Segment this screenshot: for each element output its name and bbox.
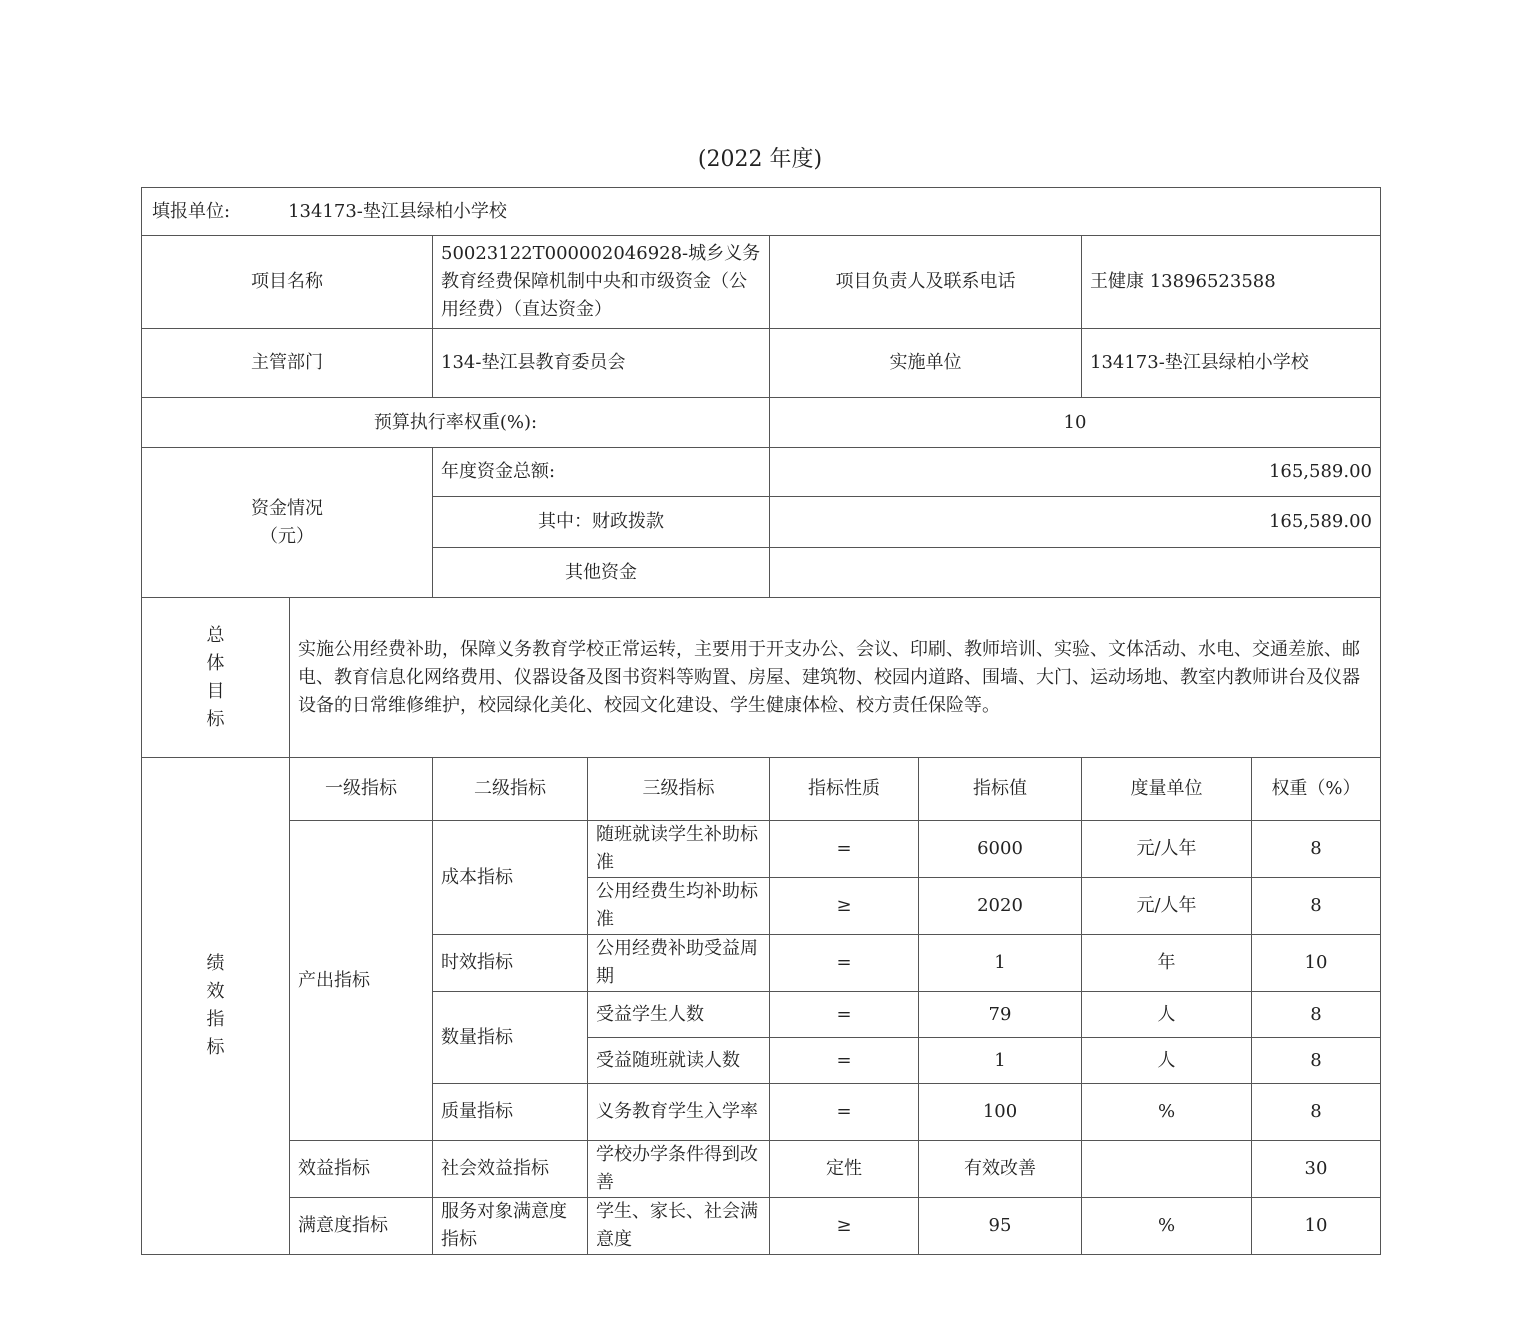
value-cell: 1 <box>919 935 1082 992</box>
filler-label: 填报单位: <box>152 200 231 222</box>
unit-cell: 人 <box>1082 992 1252 1038</box>
level1-benefit: 效益指标 <box>290 1141 433 1198</box>
nature-cell: = <box>770 935 919 992</box>
funds-total-value: 165,589.00 <box>770 448 1381 497</box>
value-cell: 100 <box>919 1084 1082 1141</box>
level2-service-satisfaction: 服务对象满意度指标 <box>433 1198 588 1255</box>
nature-cell: ≥ <box>770 1198 919 1255</box>
level2-social-benefit: 社会效益指标 <box>433 1141 588 1198</box>
unit-cell: 年 <box>1082 935 1252 992</box>
nature-cell: = <box>770 1084 919 1141</box>
level2-quality: 质量指标 <box>433 1084 588 1141</box>
table-row <box>142 821 1381 878</box>
funds-total-label: 年度资金总额: <box>433 448 770 497</box>
header-nature: 指标性质 <box>770 758 919 821</box>
header-unit: 度量单位 <box>1082 758 1252 821</box>
level3-cell: 随班就读学生补助标准 <box>588 821 770 878</box>
unit-cell: % <box>1082 1084 1252 1141</box>
dept-label: 主管部门 <box>142 329 433 398</box>
dept-value: 134-垫江县教育委员会 <box>433 329 770 398</box>
level3-cell: 公用经费生均补助标准 <box>588 878 770 935</box>
header-value: 指标值 <box>919 758 1082 821</box>
nature-cell: 定性 <box>770 1141 919 1198</box>
table-row <box>142 1141 1381 1198</box>
goal-text: 实施公用经费补助，保障义务教育学校正常运转，主要用于开支办公、会议、印刷、教师培训、实验、文体活动、水电、交通差旅、邮电、教育信息化网络费用、仪器设备及图书资料等购置、房屋、建筑物、校园内道路、围墙、大门、运动场地、教室内教师讲台及仪器设备的日常维修维护，校园绿化美化、校园文化建设、学生健康体检、校方责任保险等。 <box>290 598 1381 758</box>
weight-cell: 8 <box>1252 878 1381 935</box>
project-name-value: 50023122T000002046928-城乡义务教育经费保障机制中央和市级资金（公用经费）（直达资金） <box>433 236 770 329</box>
value-cell: 1 <box>919 1038 1082 1084</box>
funds-other-label: 其他资金 <box>433 548 770 598</box>
performance-target-form <box>141 187 1381 1255</box>
funds-other-value <box>770 548 1381 598</box>
unit-cell: % <box>1082 1198 1252 1255</box>
weight-cell: 8 <box>1252 1084 1381 1141</box>
value-cell: 95 <box>919 1198 1082 1255</box>
funds-label-line1: 资金情况 <box>251 497 323 519</box>
level1-output: 产出指标 <box>290 821 433 1141</box>
header-level3: 三级指标 <box>588 758 770 821</box>
page-title: (2022 年度) <box>697 147 823 172</box>
unit-cell: 人 <box>1082 1038 1252 1084</box>
unit-cell <box>1082 1141 1252 1198</box>
filler-row <box>142 188 1381 236</box>
perf-label: 绩 效 指 标 <box>142 758 290 1255</box>
header-weight: 权重（%） <box>1252 758 1381 821</box>
table-row <box>142 1198 1381 1255</box>
nature-cell: = <box>770 821 919 878</box>
level3-cell: 学校办学条件得到改善 <box>588 1141 770 1198</box>
weight-cell: 30 <box>1252 1141 1381 1198</box>
funds-label-line2: （元） <box>260 525 314 547</box>
value-cell: 2020 <box>919 878 1082 935</box>
nature-cell: ≥ <box>770 878 919 935</box>
level3-cell: 受益学生人数 <box>588 992 770 1038</box>
project-contact-label: 项目负责人及联系电话 <box>770 236 1082 329</box>
value-cell: 6000 <box>919 821 1082 878</box>
project-name-label: 项目名称 <box>142 236 433 329</box>
level1-satisfaction: 满意度指标 <box>290 1198 433 1255</box>
level3-cell: 受益随班就读人数 <box>588 1038 770 1084</box>
level2-cost: 成本指标 <box>433 821 588 935</box>
weight-cell: 10 <box>1252 1198 1381 1255</box>
header-level1: 一级指标 <box>290 758 433 821</box>
project-contact-value: 王健康 13896523588 <box>1082 236 1381 329</box>
value-cell: 79 <box>919 992 1082 1038</box>
value-cell: 有效改善 <box>919 1141 1082 1198</box>
weight-cell: 8 <box>1252 821 1381 878</box>
unit-cell: 元/人年 <box>1082 821 1252 878</box>
filler-value: 134173-垫江县绿柏小学校 <box>288 200 507 222</box>
budget-weight-value: 10 <box>770 398 1381 448</box>
level3-cell: 学生、家长、社会满意度 <box>588 1198 770 1255</box>
nature-cell: = <box>770 992 919 1038</box>
unit-cell: 元/人年 <box>1082 878 1252 935</box>
level3-cell: 公用经费补助受益周期 <box>588 935 770 992</box>
level2-timeliness: 时效指标 <box>433 935 588 992</box>
goal-label: 总 体 目 标 <box>142 598 290 758</box>
header-level2: 二级指标 <box>433 758 588 821</box>
weight-cell: 8 <box>1252 992 1381 1038</box>
funds-fiscal-value: 165,589.00 <box>770 497 1381 548</box>
level2-quantity: 数量指标 <box>433 992 588 1084</box>
level3-cell: 义务教育学生入学率 <box>588 1084 770 1141</box>
weight-cell: 8 <box>1252 1038 1381 1084</box>
impl-unit-value: 134173-垫江县绿柏小学校 <box>1082 329 1381 398</box>
impl-unit-label: 实施单位 <box>770 329 1082 398</box>
funds-label <box>142 448 433 598</box>
funds-fiscal-label: 其中：财政拨款 <box>433 497 770 548</box>
nature-cell: = <box>770 1038 919 1084</box>
budget-weight-label: 预算执行率权重(%): <box>142 398 770 448</box>
weight-cell: 10 <box>1252 935 1381 992</box>
